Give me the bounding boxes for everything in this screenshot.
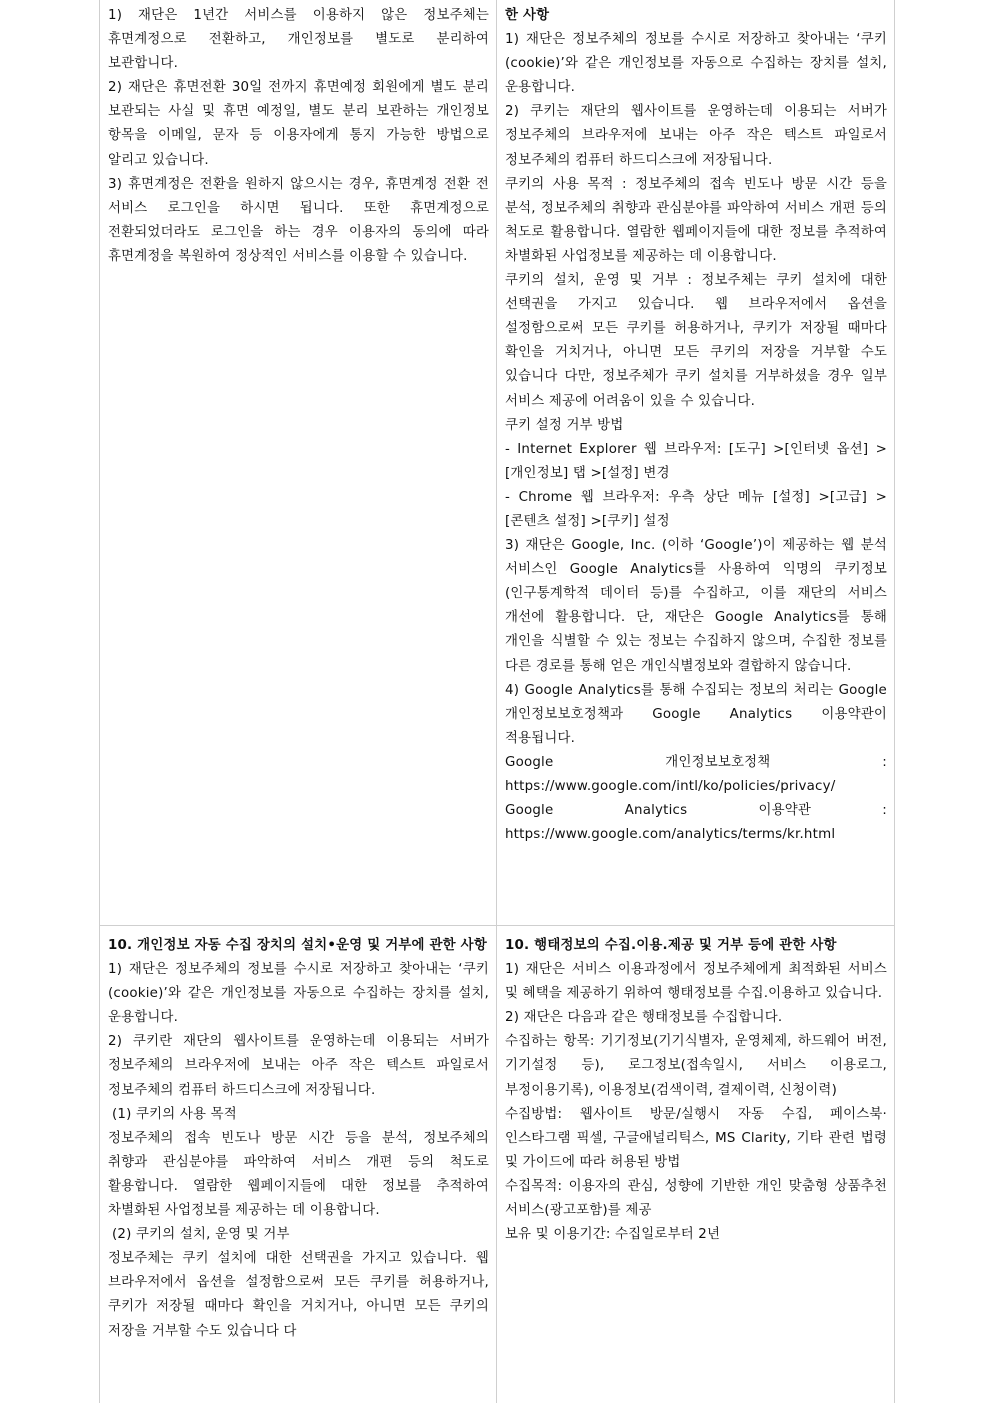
chrome-refusal-method: - Chrome 웹 브라우저: 우측 상단 메뉴 [설정] >[고급] >[콘텐츠 설정] >[쿠키] 설정 xyxy=(505,489,887,529)
google-privacy-policy-link[interactable]: Google 개인정보보호정책 : https://www.google.com/intl/ko/policies/privacy/ xyxy=(505,754,887,794)
cookie-refusal-method-title: 쿠키 설정 거부 방법 xyxy=(505,417,624,433)
dormant-item-2: 2) 재단은 휴면전환 30일 전까지 휴면예정 회원에게 별도 분리 보관되는 사실 및 휴면 예정일, 별도 분리 보관하는 개인정보 항목을 이메일, 문자 등 이용자에게 통지 가능한 방법으로 알리고 있습니다. xyxy=(108,80,489,168)
cookie-refusal: 쿠키의 설치, 운영 및 거부 : 정보주체는 쿠키 설치에 대한 선택권을 가지고 있습니다. 웹 브라우저에서 옵션을 설정함으로써 모든 쿠키를 허용하거나, 쿠키가 저장될 때마다 확인을 거치거나, 아니면 모든 쿠키의 저장을 거부할 수도 있습니다 다만, 정보주체가 쿠키 설치를 거부하셨을 경우 일부 서비스 제공에 어려움이 있을 수 있습니다. xyxy=(505,273,887,409)
cookie-purpose-title: (1) 쿠키의 사용 목적 xyxy=(112,1106,237,1122)
dormant-item-3: 3) 휴면계정은 전환을 원하지 않으시는 경우, 휴면계정 전환 전 서비스 로그인을 하시면 됩니다. 또한 휴면계정으로 전환되었더라도 로그인을 하는 경우 이용자의 동의에 따라 휴면계정을 복원하여 정상적인 서비스를 이용할 수 있습니다. xyxy=(108,176,489,264)
behavior-section-heading: 10. 행태정보의 수집.이용.제공 및 거부 등에 관한 사항 xyxy=(505,938,837,953)
cookie-purpose-body: 정보주체의 접속 빈도나 방문 시간 등을 분석, 정보주체의 취향과 관심분야를 파악하여 서비스 개편 등의 척도로 활용합니다. 열람한 웹페이지들에 대한 정보를 추적하여 차별화된 사업정보를 제공하는 데 이용합니다. xyxy=(108,1130,489,1219)
dormant-account-cell xyxy=(100,0,497,925)
auto-collection-item-2: 2) 쿠키란 재단의 웹사이트를 운영하는데 이용되는 서버가 정보주체의 브라우저에 보내는 아주 작은 텍스트 파일로서 정보주체의 컴퓨터 하드디스크에 저장됩니다. xyxy=(108,1034,489,1098)
google-analytics-item-4: 4) Google Analytics를 통해 수집되는 정보의 처리는 Google 개인정보보호정책과 Google Analytics 이용약관이 적용됩니다. xyxy=(505,682,887,746)
cookie-purpose: 쿠키의 사용 목적 : 정보주체의 접속 빈도나 방문 시간 등을 분석, 정보주체의 취향과 관심분야를 파악하여 서비스 개편 등의 척도로 활용합니다. 열람한 웹페이지들에 대한 정보를 추적하여 차별화된 사업정보를 제공하는 데 이용합니다. xyxy=(505,176,887,264)
dormant-item-1: 1) 재단은 1년간 서비스를 이용하지 않은 정보주체는 휴면계정으로 전환하고, 개인정보를 별도로 분리하여 보관합니다. xyxy=(108,8,489,72)
auto-collection-item-1: 1) 재단은 정보주체의 정보를 수시로 저장하고 찾아내는 ‘쿠키(cookie)’와 같은 개인정보를 자동으로 수집하는 장치를 설치, 운용합니다. xyxy=(108,962,489,1026)
section-10-heading: 10. 개인정보 자동 수집 장치의 설치•운영 및 거부에 관한 사항 xyxy=(108,938,487,953)
retention-period: 보유 및 이용기간: 수집일로부터 2년 xyxy=(505,1227,721,1243)
behavior-item-2: 2) 재단은 다음과 같은 행태정보를 수집합니다. xyxy=(505,1010,783,1026)
ie-refusal-method: - Internet Explorer 웹 브라우저: [도구] >[인터넷 옵션] >[개인정보] 탭 >[설정] 변경 xyxy=(505,441,887,481)
cookie-policy-cell xyxy=(497,0,894,925)
cookie-install-title: (2) 쿠키의 설치, 운영 및 거부 xyxy=(112,1227,290,1243)
table-row xyxy=(100,0,894,926)
behavior-item-1: 1) 재단은 서비스 이용과정에서 정보주체에게 최적화된 서비스 및 혜택을 제공하기 위하여 행태정보를 수집.이용하고 있습니다. xyxy=(505,962,887,1002)
google-analytics-item-3: 3) 재단은 Google, Inc. (이하 ‘Google’)이 제공하는 웹 분석 서비스인 Google Analytics를 사용하여 익명의 쿠키정보(인구통계학적 데이터 등)를 수집하고, 이를 재단의 서비스 개선에 활용합니다. 단, 재단은 Google Analytics를 통해 개인을 식별할 수 있는 정보는 수집하지 않으며, 수집한 정보를 다른 경로를 통해 얻은 개인식별정보와 결합하지 않습니다. xyxy=(505,538,887,674)
table-row xyxy=(100,926,894,1403)
collected-items: 수집하는 항목: 기기정보(기기식별자, 운영체제, 하드웨어 버전, 기기설정 등), 로그정보(접속일시, 서비스 이용로그, 부정이용기록), 이용정보(검색이력, 결제이력, 신청이력) xyxy=(505,1034,887,1098)
auto-collection-cell xyxy=(100,926,497,1403)
cookie-install-body: 정보주체는 쿠키 설치에 대한 선택권을 가지고 있습니다. 웹 브라우저에서 옵션을 설정함으로써 모든 쿠키를 허용하거나, 쿠키가 저장될 때마다 확인을 거치거나, 아니면 모든 쿠키의 저장을 거부할 수도 있습니다 다 xyxy=(108,1251,489,1339)
section-heading-continued: 한 사항 xyxy=(505,8,550,23)
cookie-item-1: 1) 재단은 정보주체의 정보를 수시로 저장하고 찾아내는 ‘쿠키(cookie)’와 같은 개인정보를 자동으로 수집하는 장치를 설치, 운용합니다. xyxy=(505,32,887,96)
cookie-item-2: 2) 쿠키는 재단의 웹사이트를 운영하는데 이용되는 서버가 정보주체의 브라우저에 보내는 아주 작은 텍스트 파일로서 정보주체의 컴퓨터 하드디스크에 저장됩니다. xyxy=(505,104,887,168)
behavior-info-cell xyxy=(497,926,894,1403)
privacy-policy-table xyxy=(99,0,895,1403)
collection-purpose: 수집목적: 이용자의 관심, 성향에 기반한 개인 맞춤형 상품추천 서비스(광고포함)를 제공 xyxy=(505,1178,887,1219)
collection-method: 수집방법: 웹사이트 방문/실행시 자동 수집, 페이스북·인스타그램 픽셀, 구글애널리틱스, MS Clarity, 기타 관련 법령 및 가이드에 따라 허용된 방법 xyxy=(505,1106,887,1170)
google-analytics-terms-link[interactable]: Google Analytics 이용약관 : https://www.google.com/analytics/terms/kr.html xyxy=(505,803,887,843)
